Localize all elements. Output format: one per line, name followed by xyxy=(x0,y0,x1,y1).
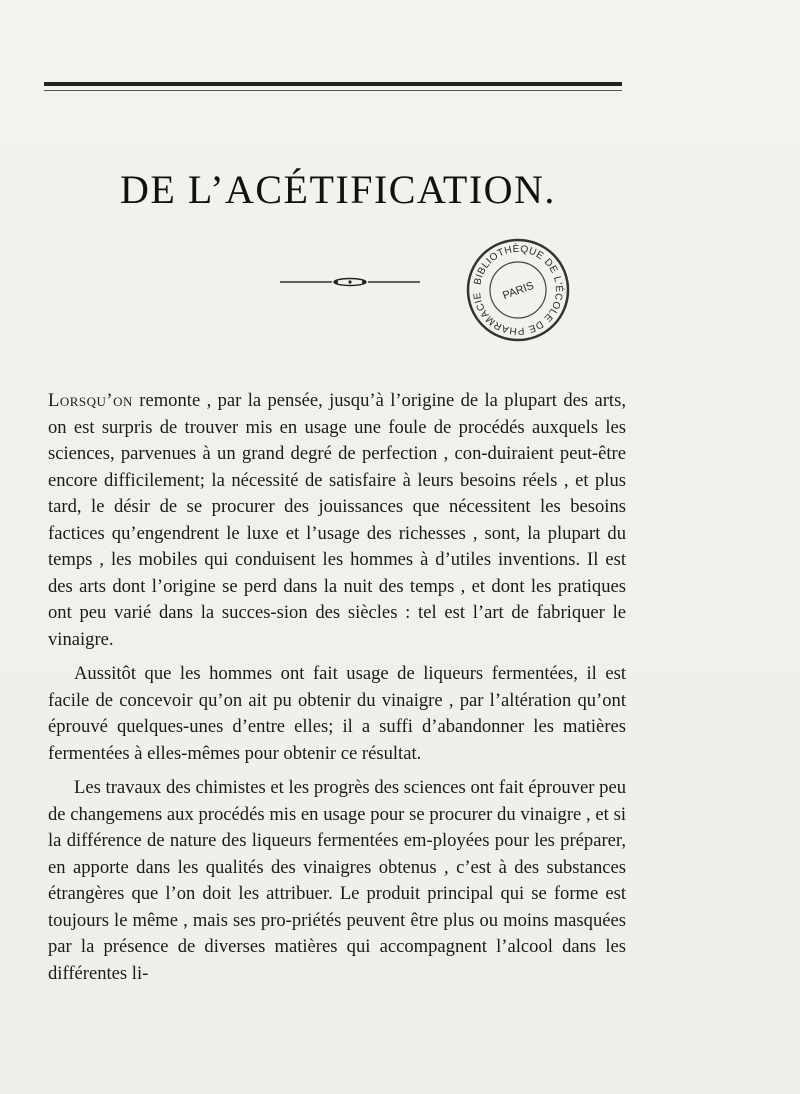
paragraph-text: Aussitôt que les hommes ont fait usage de liqueurs fermentées, il est facile de concevoir qu’on ait pu obtenir du vinaigre , par l’altération qu’ont éprouvé quelques-unes d’entre elles; il a suffi d’abandonner les matières fermentées à elles-mêmes pour obtenir ce résultat. xyxy=(48,663,626,764)
paragraph-text: Les travaux des chimistes et les progrès des sciences ont fait éprouver peu de changemens aux procédés mis en usage pour se procurer du vinaigre , et si la différence de nature des liqueurs fermentées em-ployées pour les préparer, en apporte dans les qualités des vinaigres obtenus , c’est à des substances étrangères que l’on doit les attribuer. Le produit principal qui se forme est toujours le même , mais ses pro-priétés peuvent être plus ou moins masquées par la présence de diverses matières qui accompagnent l’alcool dans les différentes li- xyxy=(48,777,626,984)
chapter-title: DE L’ACÉTIFICATION. xyxy=(120,167,556,212)
ornament-divider xyxy=(280,276,420,288)
paragraph-lead: Lorsqu’on xyxy=(48,390,133,411)
paragraph-2 xyxy=(48,661,626,767)
body-text xyxy=(48,388,626,995)
stamp-outer-text: BIBLIOTHÈQUE DE L'ÉCOLE DE PHARMACIE xyxy=(471,243,565,337)
header-rule-thick xyxy=(44,82,622,86)
paragraph-1 xyxy=(48,388,626,653)
paragraph-text: remonte , par la pensée, jusqu’à l’origine de la plupart des arts, on est surpris de trouver mis en usage une foule de procédés auxquels les sciences, parvenues à un grand degré de perfection , con-duiraient peut-être encore difficilement; la nécessité de satisfaire à leurs besoins réels , et plus tard, le désir de se procurer des jouissances que nécessitent les besoins factices qu’engendrent le luxe et l’usage des richesses , sont, la plupart du temps , les mobiles qui conduisent les hommes à d’utiles inventions. Il est des arts dont l’origine se perd dans la nuit des temps , et dont les pratiques ont peu varié dans la succes-sion des siècles : tel est l’art de fabriquer le vinaigre. xyxy=(48,390,626,650)
stamp-inner-text: PARIS xyxy=(501,279,536,303)
paragraph-3 xyxy=(48,775,626,987)
library-stamp xyxy=(464,236,572,344)
header-rule-thin xyxy=(44,90,622,91)
